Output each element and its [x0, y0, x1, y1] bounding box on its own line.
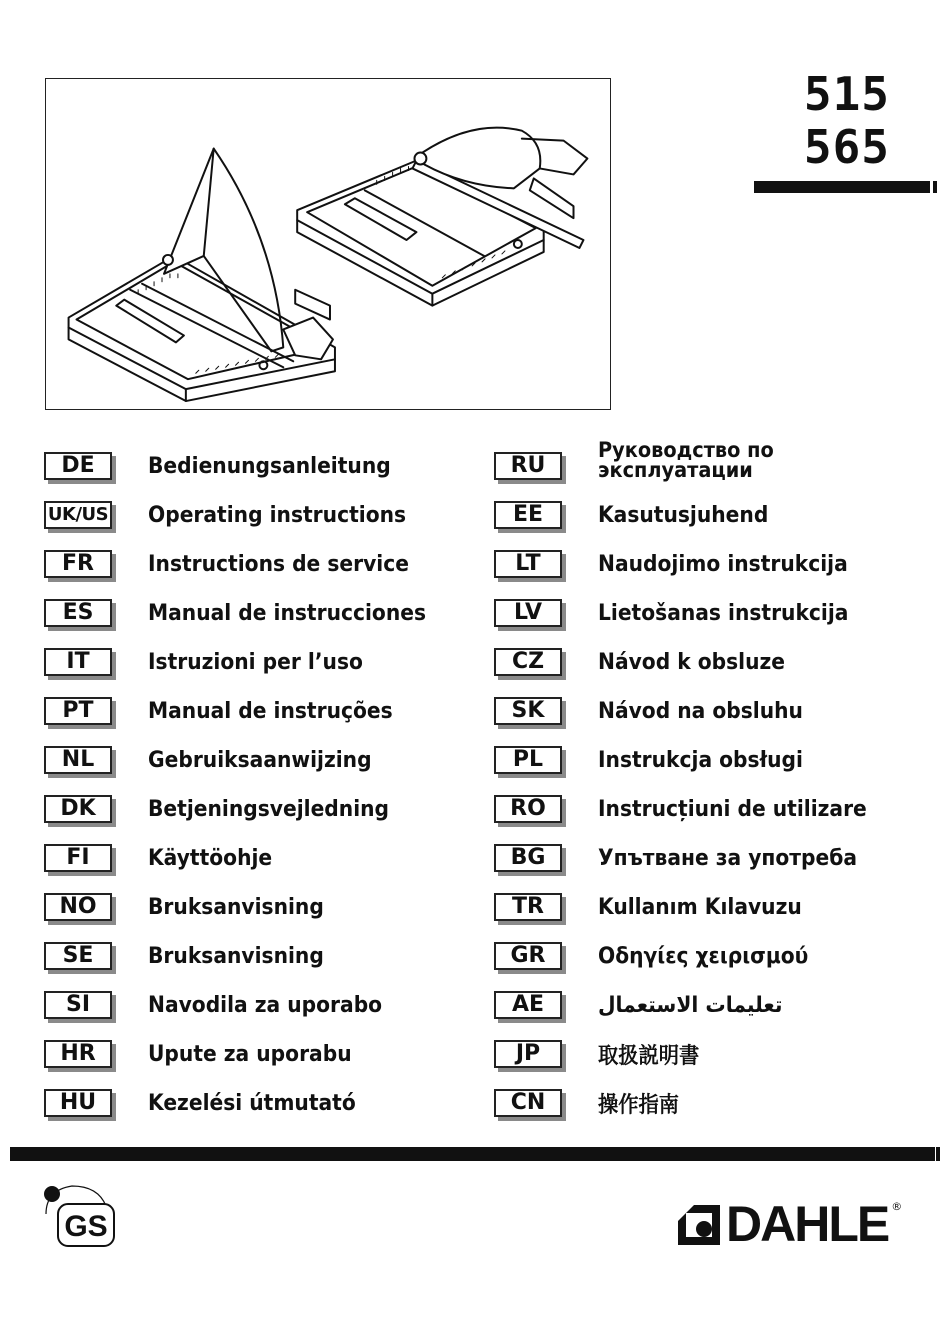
language-code: NL	[44, 746, 112, 774]
language-label: Gebruiksaanwijzing	[148, 747, 372, 773]
language-code: GR	[494, 942, 562, 970]
language-code: TR	[494, 893, 562, 921]
language-row-lt[interactable]	[494, 544, 848, 584]
language-row-fr[interactable]	[44, 544, 409, 584]
language-code: HR	[44, 1040, 112, 1068]
language-row-hu[interactable]	[44, 1083, 356, 1123]
language-label: Упътване за употреба	[598, 845, 858, 871]
language-label: Manual de instruções	[148, 698, 393, 724]
language-label: Bedienungsanleitung	[148, 453, 391, 479]
language-label: Instrucțiuni de utilizare	[598, 796, 867, 822]
language-row-fi[interactable]	[44, 838, 273, 878]
language-row-cn[interactable]	[494, 1083, 679, 1123]
language-label: Kullanım Kılavuzu	[598, 894, 802, 920]
language-code: SK	[494, 697, 562, 725]
language-label: Kezelési útmutató	[148, 1090, 356, 1116]
guillotine-cutter-illustration	[46, 79, 610, 409]
language-label: Lietošanas instrukcija	[598, 600, 849, 626]
language-row-se[interactable]	[44, 936, 324, 976]
dahle-logo-mark-icon	[676, 1201, 722, 1247]
language-label: Upute za uporabu	[148, 1041, 352, 1067]
language-row-jp[interactable]	[494, 1034, 700, 1074]
language-label: Istruzioni per l’uso	[148, 649, 363, 675]
language-label: Instrukcja obsługi	[598, 747, 803, 773]
language-label-line: Руководство по	[598, 438, 774, 462]
language-row-pl[interactable]	[494, 740, 803, 780]
language-label: تعليمات الاستعمال	[598, 992, 783, 1018]
language-row-gr[interactable]	[494, 936, 809, 976]
footer-divider-end	[936, 1147, 940, 1161]
language-row-si[interactable]	[44, 985, 383, 1025]
brand-name: DAHLE	[726, 1196, 889, 1252]
language-row-es[interactable]	[44, 593, 427, 633]
language-label: Manual de instrucciones	[148, 600, 427, 626]
model-divider	[754, 181, 930, 193]
language-code: JP	[494, 1040, 562, 1068]
language-code: RO	[494, 795, 562, 823]
model-number: 515	[803, 67, 890, 121]
language-label: Kasutusjuhend	[598, 502, 769, 528]
gs-mark-text: GS	[64, 1210, 108, 1243]
language-row-nl[interactable]	[44, 740, 372, 780]
language-row-no[interactable]	[44, 887, 324, 927]
gs-certification-icon	[40, 1180, 118, 1250]
language-code: RU	[494, 452, 562, 480]
language-code: FI	[44, 844, 112, 872]
language-code: PL	[494, 746, 562, 774]
language-label: Návod na obsluhu	[598, 698, 803, 724]
language-row-ee[interactable]	[494, 495, 769, 535]
language-code: SI	[44, 991, 112, 1019]
language-label: 操作指南	[598, 1092, 679, 1118]
language-code: BG	[494, 844, 562, 872]
language-label: 取扱説明書	[598, 1043, 700, 1069]
footer-divider	[10, 1147, 935, 1161]
language-code: LT	[494, 550, 562, 578]
language-code: ES	[44, 599, 112, 627]
language-label: Käyttöohje	[148, 845, 273, 871]
language-row-lv[interactable]	[494, 593, 849, 633]
language-code: CZ	[494, 648, 562, 676]
language-row-ro[interactable]	[494, 789, 867, 829]
language-row-pt[interactable]	[44, 691, 393, 731]
language-code: DK	[44, 795, 112, 823]
language-code: DE	[44, 452, 112, 480]
language-row-uk-us[interactable]	[44, 495, 407, 535]
language-label: Bruksanvisning	[148, 943, 324, 969]
dahle-logo	[676, 1196, 903, 1252]
language-code: CN	[494, 1089, 562, 1117]
language-label: Naudojimo instrukcija	[598, 551, 848, 577]
language-row-hr[interactable]	[44, 1034, 352, 1074]
language-row-tr[interactable]	[494, 887, 802, 927]
language-row-de[interactable]	[44, 446, 391, 486]
language-label: Operating instructions	[148, 502, 407, 528]
registered-mark: ®	[891, 1200, 903, 1213]
language-label: Instructions de service	[148, 551, 409, 577]
language-code: EE	[494, 501, 562, 529]
language-code: AE	[494, 991, 562, 1019]
language-label: Betjeningsvejledning	[148, 796, 390, 822]
product-illustration	[45, 78, 611, 410]
language-row-cz[interactable]	[494, 642, 786, 682]
language-code: HU	[44, 1089, 112, 1117]
language-label	[598, 440, 774, 480]
language-label-line: эксплуатации	[598, 458, 753, 482]
model-divider-end	[933, 181, 937, 193]
language-code: SE	[44, 942, 112, 970]
language-label: Navodila za uporabo	[148, 992, 383, 1018]
language-label: Návod k obsluze	[598, 649, 786, 675]
language-label: Οδηγίες χειρισμού	[598, 943, 809, 969]
language-row-dk[interactable]	[44, 789, 390, 829]
language-code: UK/US	[44, 501, 112, 529]
language-row-it[interactable]	[44, 642, 363, 682]
language-row-sk[interactable]	[494, 691, 803, 731]
language-label: Bruksanvisning	[148, 894, 324, 920]
language-code: NO	[44, 893, 112, 921]
language-code: PT	[44, 697, 112, 725]
language-row-ru[interactable]	[494, 438, 774, 486]
language-row-bg[interactable]	[494, 838, 858, 878]
language-code: LV	[494, 599, 562, 627]
model-number: 565	[803, 120, 890, 174]
language-code: FR	[44, 550, 112, 578]
language-code: IT	[44, 648, 112, 676]
language-row-ae[interactable]	[494, 985, 783, 1025]
